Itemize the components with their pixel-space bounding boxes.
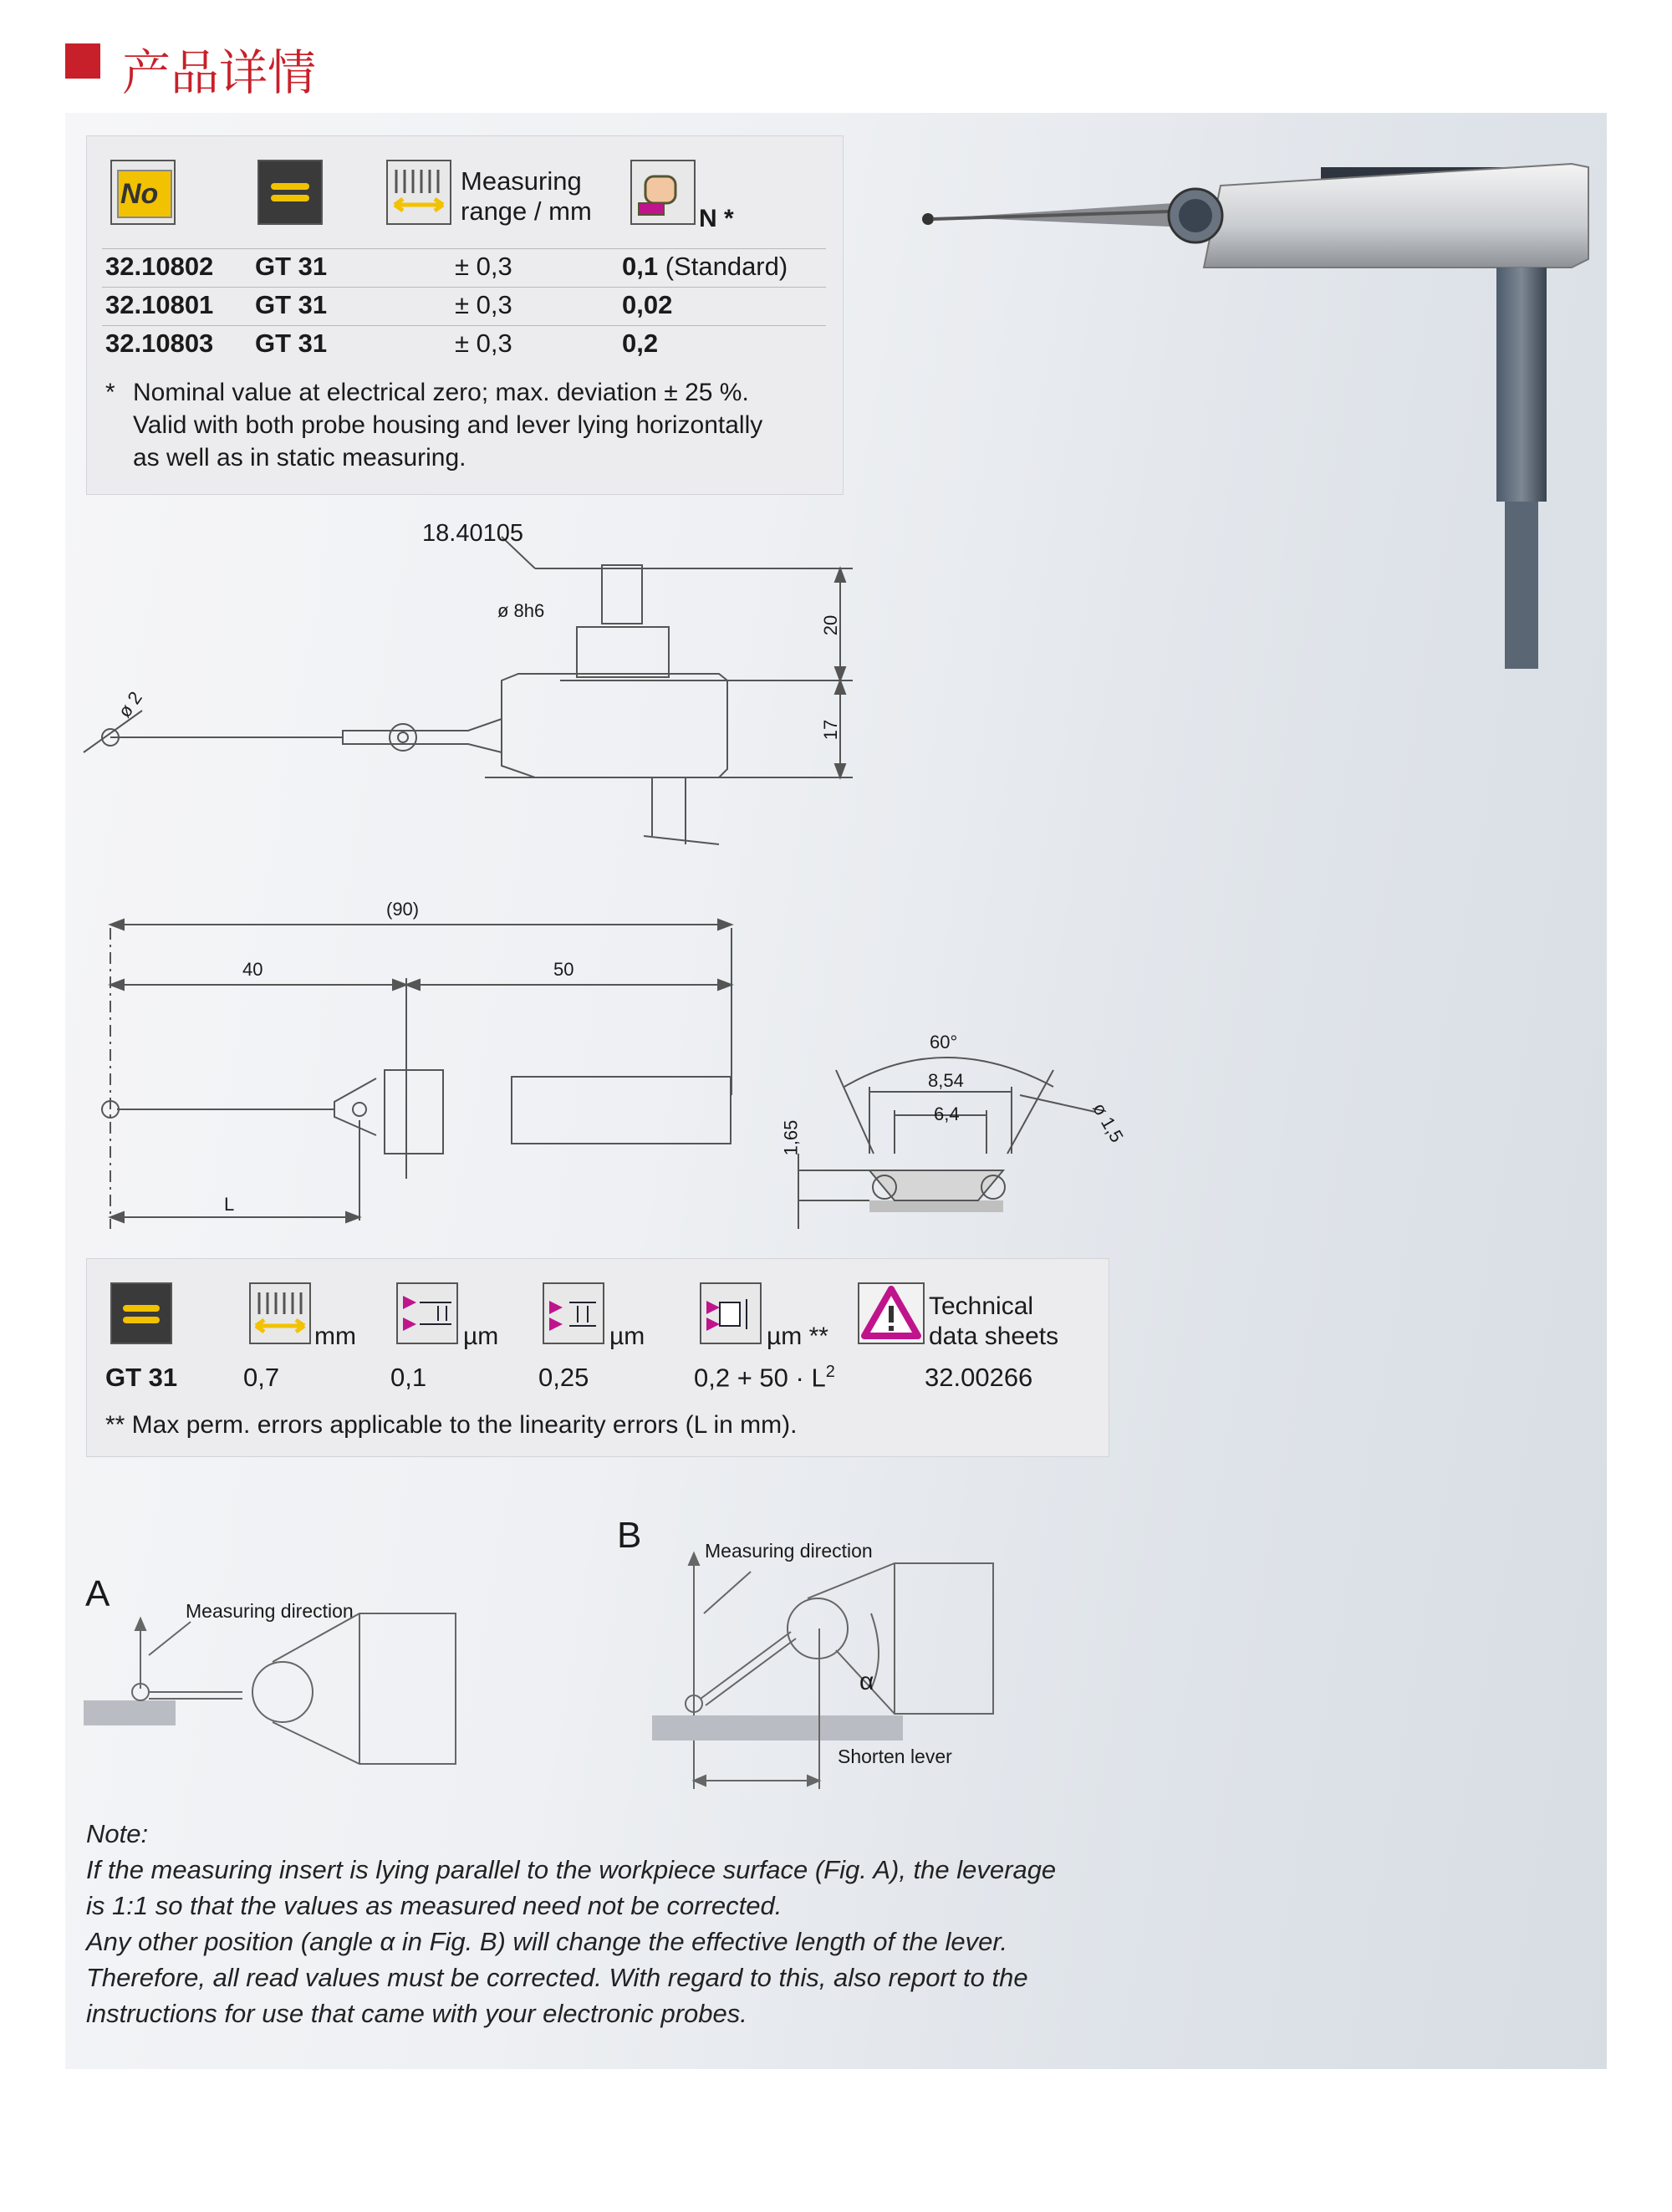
type-icon: [257, 160, 323, 225]
note-line: Any other position (angle α in Fig. B) will change the effective length of the lever.: [86, 1927, 1008, 1956]
note-title: Note:: [86, 1819, 149, 1848]
note-line: If the measuring insert is lying parallel to the workpiece surface (Fig. A), the leverage: [86, 1855, 1057, 1884]
tech-sheets-label-1: Technical: [929, 1292, 1034, 1320]
resolution-icon-2: [543, 1282, 604, 1344]
spec-table-2: [86, 1258, 1109, 1457]
figure-b-alpha: α: [859, 1668, 874, 1695]
note-block: [86, 1816, 1056, 2031]
measuring-range-header: Measuring range / mm: [461, 166, 592, 226]
table-cell-force: 0,2: [622, 329, 659, 358]
resolution-unit-1: µm: [463, 1323, 499, 1350]
number-icon: [110, 160, 176, 225]
linearity-icon: [700, 1282, 762, 1344]
page-title: 产品详情: [122, 46, 317, 100]
table-cell-force: 0,1 (Standard): [622, 252, 788, 281]
probe-photo: [853, 134, 1605, 568]
table2-type: GT 31: [105, 1363, 178, 1392]
figure-b-direction: Measuring direction: [705, 1540, 873, 1562]
drawing1-shaft-label: ø 8h6: [497, 600, 545, 621]
footnote-line: Valid with both probe housing and lever lying horizontally: [133, 411, 763, 439]
table-cell-type: GT 31: [255, 329, 328, 358]
figure-b-shorten-lever: Shorten lever: [838, 1746, 952, 1767]
force-unit-header: N *: [699, 205, 734, 232]
drawing3-outer: 8,54: [928, 1070, 964, 1091]
footnote-mark: *: [105, 379, 115, 406]
table-cell-range: ± 0,3: [455, 252, 512, 281]
measuring-range-icon: [386, 160, 451, 225]
drawing-tip-detail: [786, 1037, 1120, 1254]
figure-b-label: B: [617, 1515, 642, 1556]
linearity-unit: µm **: [767, 1323, 828, 1350]
note-line: instructions for use that came with your electronic probes.: [86, 1999, 747, 2028]
drawing1-ball-label: ø 2: [114, 687, 146, 721]
table-cell-no: 32.10803: [105, 329, 214, 358]
table-cell-force: 0,02: [622, 290, 673, 319]
tech-sheets-label-2: data sheets: [929, 1323, 1059, 1350]
travel-icon: [249, 1282, 311, 1344]
drawing3-inner: 6,4: [934, 1103, 960, 1124]
type-icon: [110, 1282, 172, 1344]
figure-a-drawing: [84, 1605, 468, 1789]
footnote-line: Nominal value at electrical zero; max. deviation ± 25 %.: [133, 379, 749, 406]
table2-travel: 0,7: [243, 1363, 280, 1392]
table2-res1: 0,1: [390, 1363, 427, 1392]
table-cell-type: GT 31: [255, 252, 328, 281]
header-square-icon: [65, 43, 100, 79]
drawing2-overall: (90): [386, 899, 420, 920]
drawing1-dim-20: 20: [820, 614, 842, 636]
footnote-line: as well as in static measuring.: [133, 444, 466, 471]
table-cell-range: ± 0,3: [455, 329, 512, 358]
table2-linearity: $0,2 + 50 \cdot L^2$: [694, 1363, 835, 1393]
travel-unit: mm: [314, 1323, 356, 1350]
table2-res2: 0,25: [538, 1363, 589, 1392]
drawing-top-view: [84, 911, 853, 1229]
table-cell-type: GT 31: [255, 290, 328, 319]
figure-a-direction: Measuring direction: [186, 1600, 354, 1622]
note-line: Therefore, all read values must be corrected. With regard to this, also report to the: [86, 1963, 1028, 1992]
table-cell-range: ± 0,3: [455, 290, 512, 319]
drawing3-height: 1,65: [780, 1119, 802, 1156]
drawing2-right: 50: [553, 959, 574, 980]
figure-a-label: A: [85, 1573, 110, 1614]
drawing2-lever-l: L: [224, 1194, 235, 1215]
spec-table-1: [86, 135, 844, 495]
drawing2-left: 40: [242, 959, 263, 980]
drawing3-angle: 60°: [930, 1032, 958, 1052]
resolution-unit-2: µm: [609, 1323, 645, 1350]
warning-icon: [858, 1282, 925, 1344]
drawing-side-view: [67, 502, 869, 869]
table-cell-no: 32.10802: [105, 252, 214, 281]
drawing3-ball: ø 1,5: [1088, 1098, 1128, 1146]
table-cell-no: 32.10801: [105, 290, 214, 319]
note-line: is 1:1 so that the values as measured need not be corrected.: [86, 1891, 782, 1920]
table2-tech-sheet: 32.00266: [925, 1363, 1033, 1392]
force-hand-icon: [630, 160, 696, 225]
resolution-icon-1: [396, 1282, 458, 1344]
table2-footnote: ** Max perm. errors applicable to the linearity errors (L in mm).: [105, 1411, 798, 1439]
number-icon-glyph: No: [120, 178, 159, 210]
drawing1-ref-label: 18.40105: [422, 520, 523, 547]
drawing1-dim-17: 17: [820, 719, 842, 741]
